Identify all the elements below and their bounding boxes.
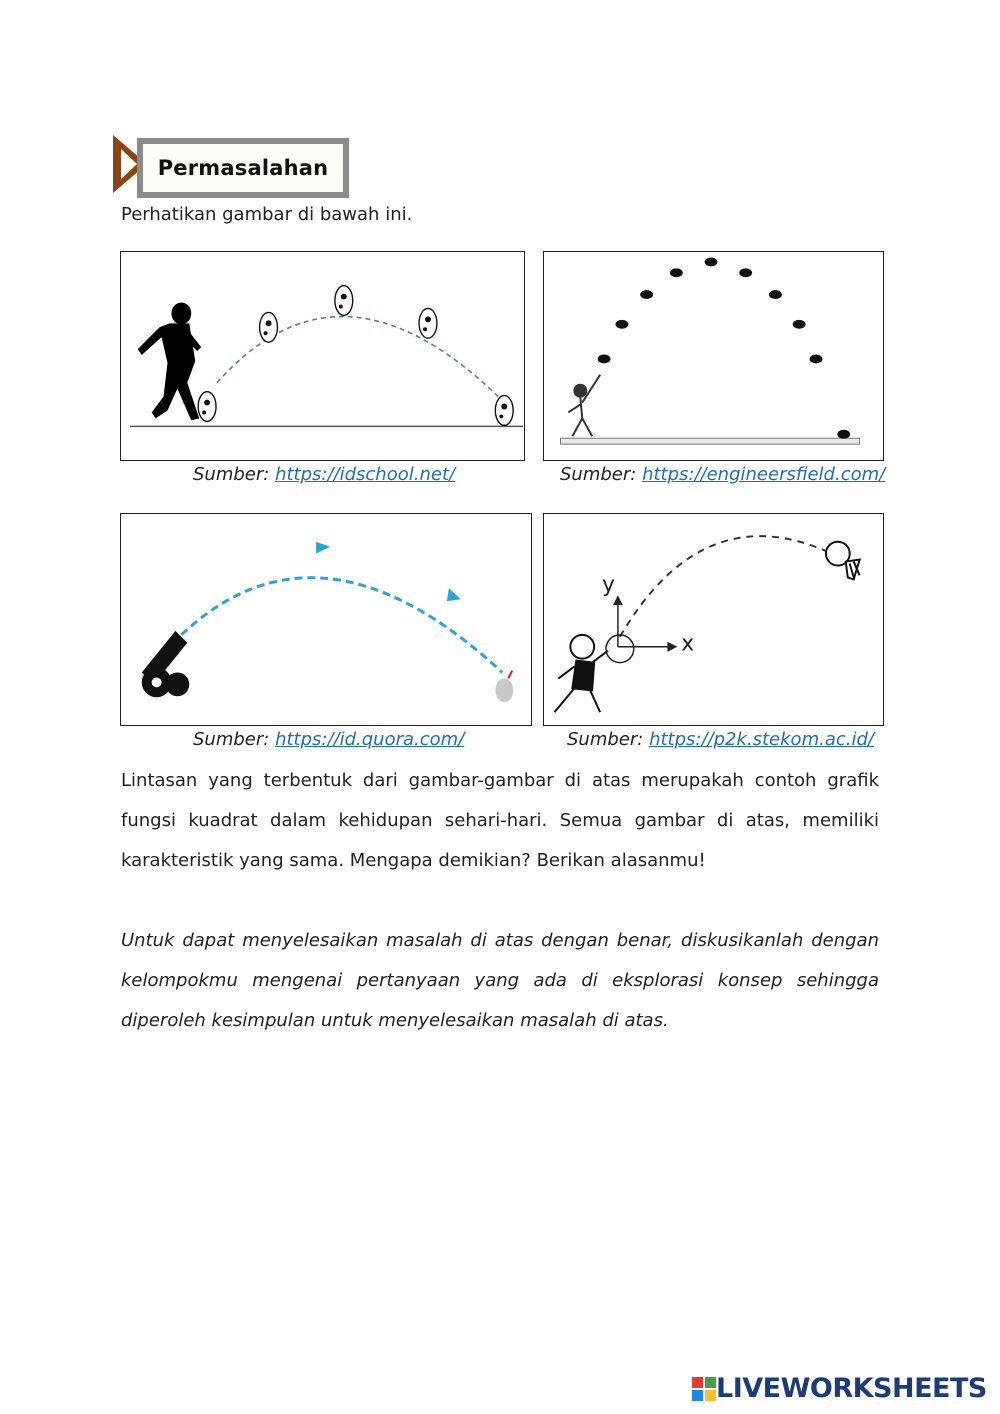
caption-figure-2: [560, 464, 885, 485]
figure-soccer-kick: [120, 251, 525, 461]
caption-figure-4: [567, 729, 874, 750]
source-link-stekom[interactable]: https://p2k.stekom.ac.id/: [649, 729, 874, 750]
caption-figure-3: [193, 729, 464, 750]
caption-label: Sumber:: [193, 729, 270, 750]
instruction-paragraph: Untuk dapat menyelesaikan masalah di atas dengan benar, diskusikanlah dengan kelompokmu mengenai pertanyaan yang ada di eksplorasi konsep sehingga diperoleh kesimpulan untuk menyelesaikan masalah di atas.: [121, 930, 879, 1031]
intro-text: Perhatikan gambar di bawah ini.: [121, 204, 413, 225]
liveworksheets-grid-icon: [692, 1377, 716, 1401]
basketball-trajectory-image: [544, 514, 883, 725]
source-link-idschool[interactable]: https://idschool.net/: [275, 464, 456, 485]
cannon-trajectory-image: [121, 514, 531, 725]
soccer-trajectory-image: [121, 252, 524, 460]
source-link-quora[interactable]: https://id.quora.com/: [275, 729, 465, 750]
y-axis-label: y: [602, 572, 615, 598]
caption-figure-1: [193, 464, 455, 485]
figure-thrown-object: [543, 251, 884, 461]
section-title: Permasalahan: [157, 156, 329, 180]
thrown-trajectory-image: [544, 252, 883, 460]
caption-label: Sumber:: [567, 729, 644, 750]
section-header: [137, 138, 349, 198]
source-link-engineersfield[interactable]: https://engineersfield.com/: [642, 464, 886, 485]
caption-label: Sumber:: [560, 464, 637, 485]
figure-basketball: [543, 513, 884, 726]
liveworksheets-text: LIVEWORKSHEETS: [716, 1373, 987, 1404]
caption-label: Sumber:: [193, 464, 270, 485]
problem-paragraph: Lintasan yang terbentuk dari gambar-gambar di atas merupakah contoh grafik fungsi kuadrat dalam kehidupan sehari-hari. Semua gambar di atas, memiliki karakteristik yang sama. Mengapa demikian? Berikan alasanmu!: [121, 770, 879, 871]
liveworksheets-logo: [692, 1373, 987, 1404]
figure-cannon: [120, 513, 532, 726]
x-axis-label: x: [681, 631, 695, 657]
